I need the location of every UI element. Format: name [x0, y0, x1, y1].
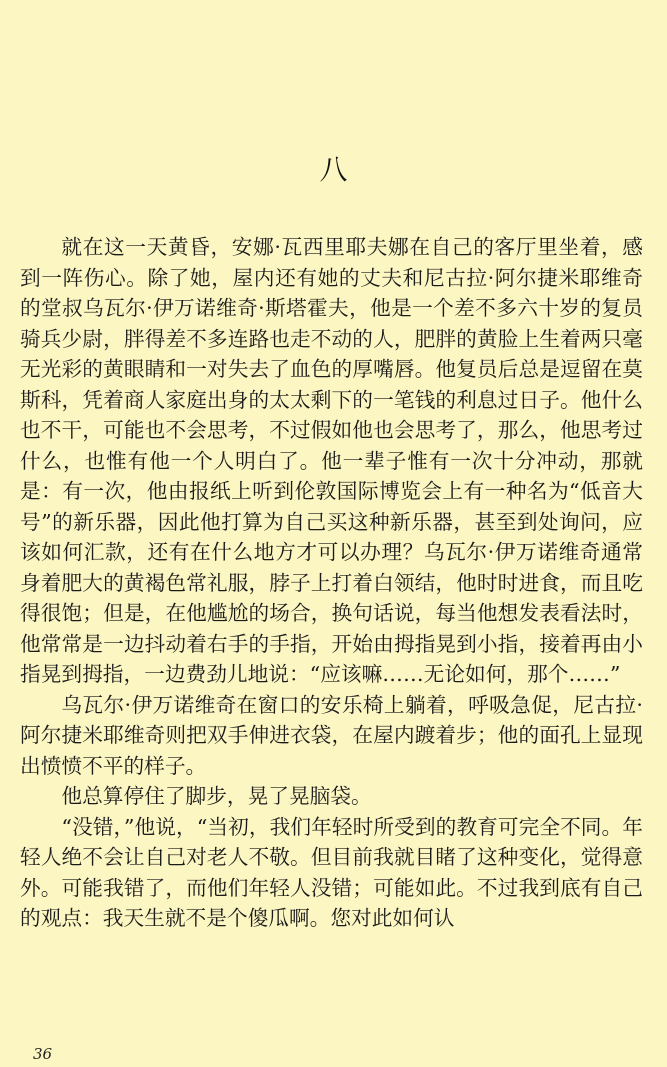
paragraph: 乌瓦尔·伊万诺维奇在窗口的安乐椅上躺着，呼吸急促，尼古拉·阿尔捷米耶维奇则把双手伸进衣袋，在屋内踱着步；他的面孔上显现出愤愤不平的样子。 — [20, 692, 643, 778]
chapter-title: 八 — [319, 153, 348, 186]
paragraph: “没错，”他说，“当初，我们年轻时所受到的教育可完全不同。年轻人绝不会让自己对老人不敬。但目前我就目睹了这种变化，觉得意外。可能我错了，而他们年轻人没错；可能如此。不过我到底有自己的观点：我天生就不是个傻瓜啊。您对此如何认 — [20, 814, 643, 930]
paragraph: 就在这一天黄昏，安娜·瓦西里耶夫娜在自己的客厅里坐着，感到一阵伤心。除了她，屋内还有她的丈夫和尼古拉·阿尔捷米耶维奇的堂叔乌瓦尔·伊万诺维奇·斯塔霍夫，他是一个差不多六十岁的复员骑兵少尉，胖得差不多连路也走不动的人，肥胖的黄脸上生着两只毫无光彩的黄眼睛和一对失去了血色的厚嘴唇。他复员后总是逗留在莫斯科，凭着商人家庭出身的太太剩下的一笔钱的利息过日子。他什么也不干，可能也不会思考，不过假如他也会思考了，那么，他思考过什么，也惟有他一个人明白了。他一辈子惟有一次十分冲动，那就是：有一次，他由报纸上听到伦敦国际博览会上有一种名为“低音大号”的新乐器，因此他打算为自己买这种新乐器，甚至到处询问，应该如何汇款，还有在什么地方才可以办理？乌瓦尔·伊万诺维奇通常身着肥大的黄褐色常礼服，脖子上打着白领结，他时时进食，而且吃得很饱；但是，在他尴尬的场合，换句话说，每当他想发表看法时，他常常是一边抖动着右手的手指，开始由拇指晃到小指，接着再由小指晃到拇指，一边费劲儿地说：“应该嘛……无论如何，那个……” — [20, 235, 643, 686]
paragraph: 他总算停住了脚步，晃了晃脑袋。 — [61, 784, 372, 808]
page-number: 36 — [33, 1045, 53, 1063]
body-text — [20, 232, 643, 934]
